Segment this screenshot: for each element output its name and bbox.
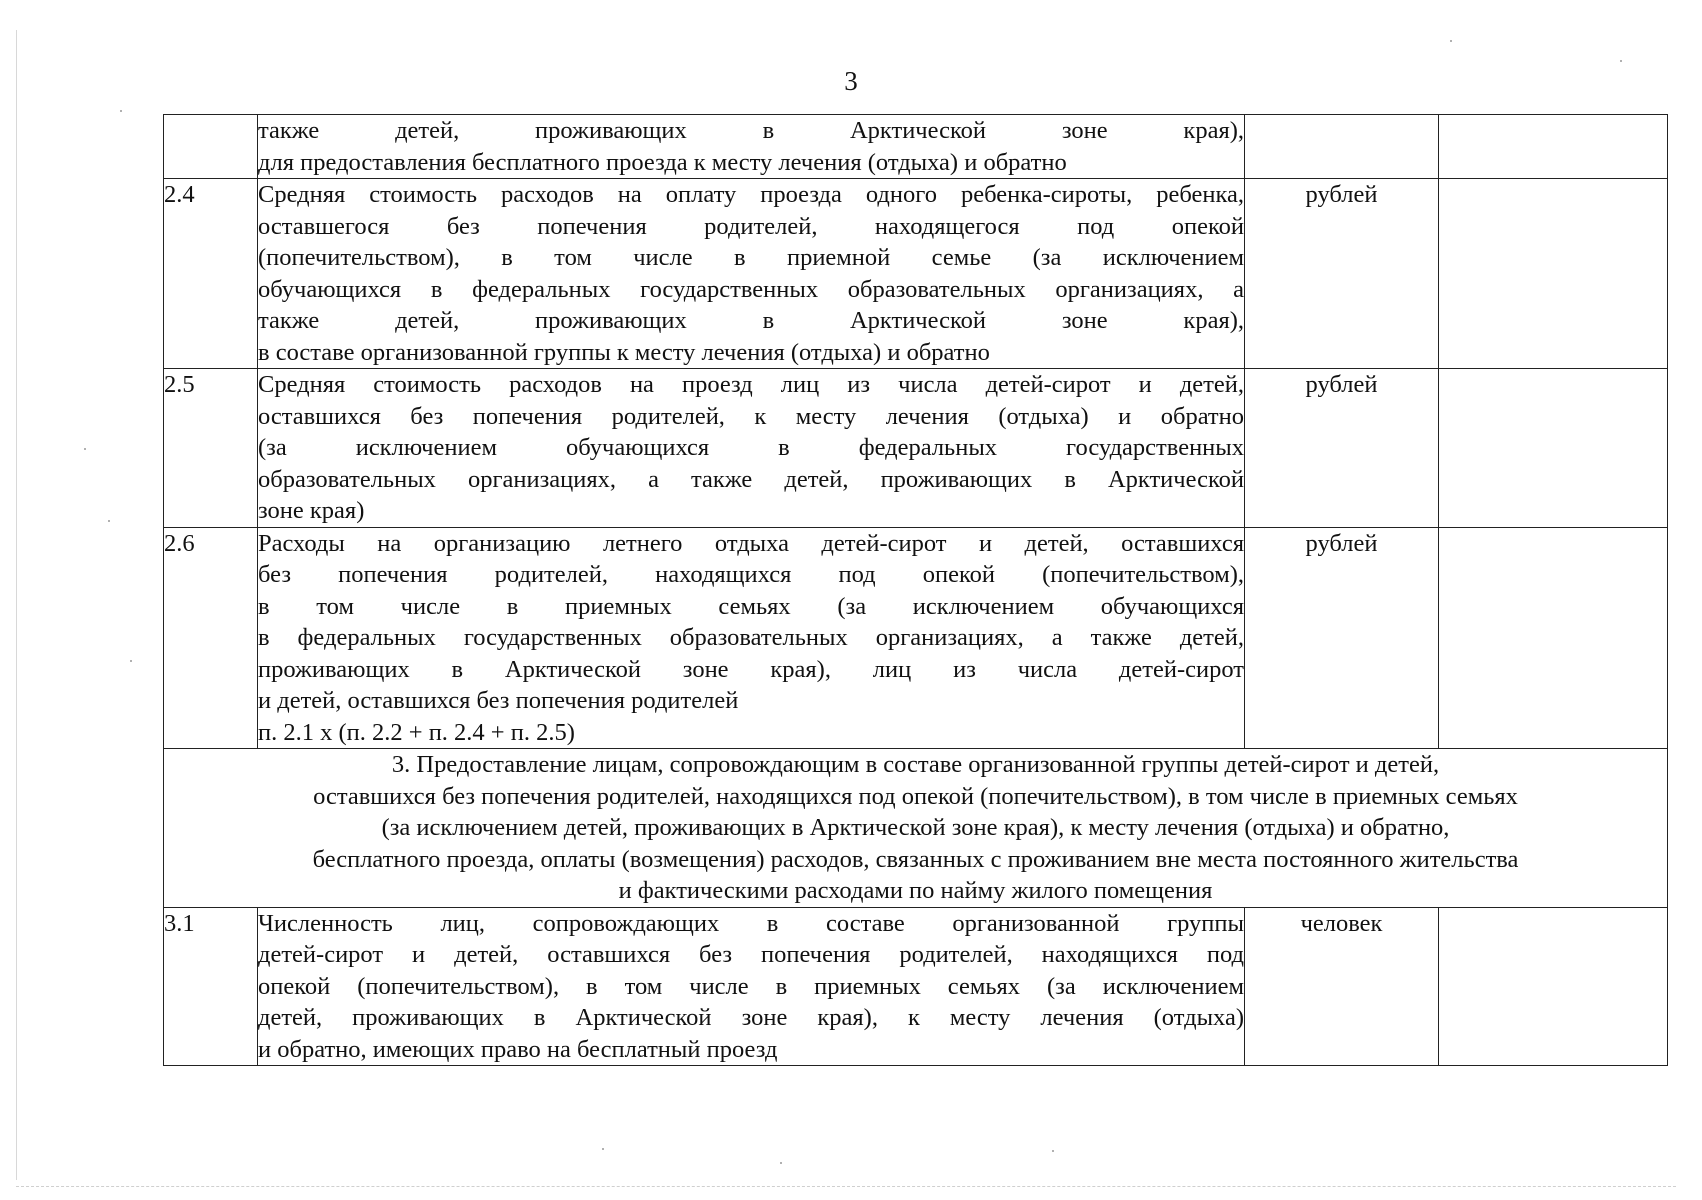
scan-edge-left xyxy=(16,30,17,1180)
row-description xyxy=(258,369,1245,528)
description-line: (за исключением обучающихся в федеральных государственных xyxy=(258,434,1244,461)
description-line: и детей, оставшихся без попечения родителей xyxy=(258,687,739,714)
section-heading-line: бесплатного проезда, оплаты (возмещения) расходов, связанных с проживанием вне места постоянного жительства xyxy=(312,845,1519,873)
scan-speck xyxy=(602,1148,604,1150)
row-unit: человек xyxy=(1245,907,1439,1066)
description-line: в том числе в приемных семьях (за исключением обучающихся xyxy=(258,592,1244,620)
row-number xyxy=(164,115,258,179)
description-line: в составе организованной группы к месту лечения (отдыха) и обратно xyxy=(258,338,990,366)
scan-speck xyxy=(108,520,110,522)
row-unit: рублей xyxy=(1245,369,1439,528)
description-line: оставшегося без попечения родителей, находящегося под опекой xyxy=(258,212,1244,240)
table-row-3-1 xyxy=(164,907,1668,1066)
description-line: также детей, проживающих в Арктической зоне края), xyxy=(258,307,1244,334)
row-number: 2.6 xyxy=(164,527,258,749)
row-number: 2.5 xyxy=(164,369,258,528)
description-line: без попечения родителей, находящихся под опекой (попечительством), xyxy=(258,561,1244,588)
row-unit xyxy=(1245,115,1439,179)
indicators-table xyxy=(163,114,1668,1066)
description-line: также детей, проживающих в Арктической зоне края), xyxy=(258,117,1244,144)
table-row-continuation xyxy=(164,115,1668,179)
table-row-2-6 xyxy=(164,527,1668,749)
row-description xyxy=(258,527,1245,749)
section-heading xyxy=(164,749,1668,908)
description-line: зоне края) xyxy=(258,497,365,524)
table-row-2-4 xyxy=(164,179,1668,369)
row-value xyxy=(1439,115,1668,179)
row-description xyxy=(258,907,1245,1066)
scan-speck xyxy=(120,110,122,112)
scan-speck xyxy=(130,660,132,662)
row-value xyxy=(1439,179,1668,369)
row-value xyxy=(1439,527,1668,749)
description-line: Численность лиц, сопровождающих в составе организованной группы xyxy=(258,909,1244,937)
section-heading-line: и фактическими расходами по найму жилого помещения xyxy=(618,877,1213,904)
section-heading-line: (за исключением детей, проживающих в Арктической зоне края), к месту лечения (отдыха) и обратно, xyxy=(381,814,1450,841)
scan-speck xyxy=(1620,60,1622,62)
description-line: (попечительством), в том числе в приемной семье (за исключением xyxy=(258,244,1244,271)
scan-speck xyxy=(780,1162,782,1164)
section-heading-line: оставшихся без попечения родителей, находящихся под опекой (попечительством), в том числе в приемных семьях xyxy=(313,782,1518,810)
scan-speck xyxy=(1450,40,1452,42)
row-description xyxy=(258,115,1245,179)
row-value xyxy=(1439,369,1668,528)
page-number: 3 xyxy=(844,66,858,96)
description-line: для предоставления бесплатного проезда к месту лечения (отдыха) и обратно xyxy=(258,148,1067,176)
row-unit: рублей xyxy=(1245,527,1439,749)
row-number: 3.1 xyxy=(164,907,258,1066)
description-line: Расходы на организацию летнего отдыха детей-сирот и детей, оставшихся xyxy=(258,529,1244,557)
description-line: Средняя стоимость расходов на оплату проезда одного ребенка-сироты, ребенка, xyxy=(258,181,1244,208)
description-line: и обратно, имеющих право на бесплатный проезд xyxy=(258,1035,778,1063)
scan-edge-bottom xyxy=(16,1186,1676,1188)
section-heading-row xyxy=(164,749,1668,908)
description-line: опекой (попечительством), в том числе в приемных семьях (за исключением xyxy=(258,972,1244,1000)
formula-line: п. 2.1 х (п. 2.2 + п. 2.4 + п. 2.5) xyxy=(258,718,575,746)
description-line: проживающих в Арктической зоне края), лиц из числа детей-сирот xyxy=(258,655,1244,683)
scan-speck xyxy=(1052,1150,1054,1152)
description-line: обучающихся в федеральных государственных образовательных организациях, а xyxy=(258,275,1244,303)
row-number: 2.4 xyxy=(164,179,258,369)
description-line: в федеральных государственных образовательных организациях, а также детей, xyxy=(258,624,1244,651)
row-value xyxy=(1439,907,1668,1066)
scan-speck xyxy=(84,448,86,450)
section-heading-line: 3. Предоставление лицам, сопровождающим в составе организованной группы детей-сирот и детей, xyxy=(391,751,1440,778)
table-row-2-5 xyxy=(164,369,1668,528)
description-line: детей-сирот и детей, оставшихся без попечения родителей, находящихся под xyxy=(258,941,1244,968)
description-line: образовательных организациях, а также детей, проживающих в Арктической xyxy=(258,465,1244,493)
description-line: детей, проживающих в Арктической зоне края), к месту лечения (отдыха) xyxy=(258,1004,1244,1031)
description-line: оставшихся без попечения родителей, к месту лечения (отдыха) и обратно xyxy=(258,402,1244,430)
row-unit: рублей xyxy=(1245,179,1439,369)
description-line: Средняя стоимость расходов на проезд лиц из числа детей-сирот и детей, xyxy=(258,371,1244,398)
row-description xyxy=(258,179,1245,369)
